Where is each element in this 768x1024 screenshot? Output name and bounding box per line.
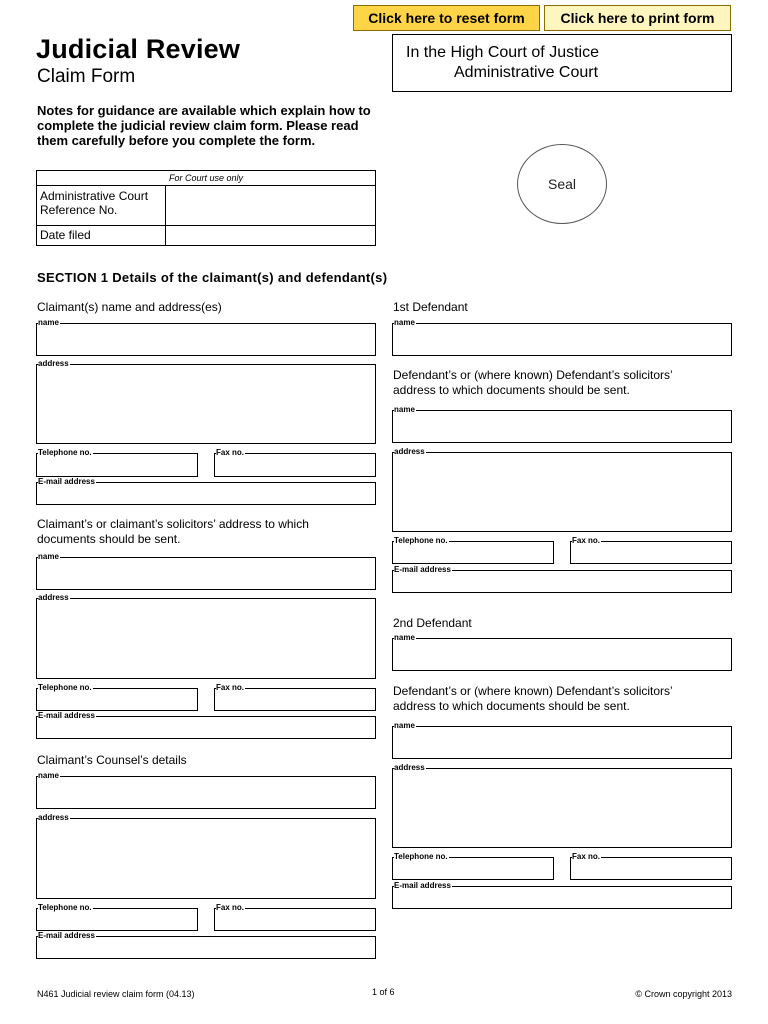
page-number: 1 of 6 <box>372 987 395 997</box>
field-label: Fax no. <box>216 683 245 692</box>
reset-form-button[interactable]: Click here to reset form <box>353 5 540 31</box>
field-label: Telephone no. <box>38 448 92 457</box>
defendant2-name-field[interactable] <box>392 638 732 671</box>
counsel-name-field[interactable] <box>36 776 376 809</box>
field-label: address <box>394 447 425 456</box>
field-label: Telephone no. <box>394 536 448 545</box>
defendant2-solicitor-heading: Defendant’s or (where known) Defendant’s solicitors’ address to which documents should be sent. <box>393 684 673 713</box>
field-label: E-mail address <box>38 477 95 486</box>
field-label: address <box>394 763 425 772</box>
field-label: name <box>394 633 415 642</box>
field-label: name <box>394 318 415 327</box>
field-label: E-mail address <box>394 881 451 890</box>
defendant1-name-field[interactable] <box>392 323 732 356</box>
page-title: Judicial Review <box>36 34 241 64</box>
field-label: name <box>38 318 59 327</box>
claimant-solicitor-address-field[interactable] <box>36 598 376 679</box>
court-use-table <box>36 170 376 246</box>
defendant2-solicitor-address-field[interactable] <box>392 768 732 848</box>
defendant2-solicitor-name-field[interactable] <box>392 726 732 759</box>
guidance-notes: Notes for guidance are available which explain how to complete the judicial review claim form. Please read them carefully before you complete the form. <box>37 103 371 148</box>
defendant1-heading: 1st Defendant <box>393 300 468 314</box>
form-id: N461 Judicial review claim form (04.13) <box>37 989 195 999</box>
date-filed-label: Date filed <box>37 226 166 246</box>
court-box <box>392 34 732 92</box>
defendant1-solicitor-name-field[interactable] <box>392 410 732 443</box>
section-1-heading: SECTION 1 Details of the claimant(s) and defendant(s) <box>37 270 388 285</box>
field-label: name <box>394 721 415 730</box>
court-use-heading: For Court use only <box>37 171 376 186</box>
field-label: E-mail address <box>38 711 95 720</box>
claimant-name-field[interactable] <box>36 323 376 356</box>
claimant-address-field[interactable] <box>36 364 376 444</box>
defendant1-solicitor-heading: Defendant’s or (where known) Defendant’s solicitors’ address to which documents should be sent. <box>393 368 673 397</box>
field-label: E-mail address <box>394 565 451 574</box>
defendant2-heading: 2nd Defendant <box>393 616 472 630</box>
field-label: Fax no. <box>572 536 601 545</box>
claimant-solicitor-name-field[interactable] <box>36 557 376 590</box>
field-label: Fax no. <box>572 852 601 861</box>
field-label: Fax no. <box>216 903 245 912</box>
reference-label: Administrative Court Reference No. <box>37 186 166 226</box>
defendant1-solicitor-address-field[interactable] <box>392 452 732 532</box>
field-label: Telephone no. <box>38 683 92 692</box>
court-division: Administrative Court <box>454 64 599 81</box>
claimant-counsel-heading: Claimant’s Counsel’s details <box>37 753 187 767</box>
counsel-address-field[interactable] <box>36 818 376 899</box>
field-label: E-mail address <box>38 931 95 940</box>
seal-circle <box>517 144 607 224</box>
field-label: Fax no. <box>216 448 245 457</box>
field-label: Telephone no. <box>38 903 92 912</box>
field-label: name <box>38 771 59 780</box>
field-label: name <box>38 552 59 561</box>
field-label: address <box>38 593 69 602</box>
court-name: In the High Court of Justice <box>406 44 599 61</box>
claimant-solicitor-heading: Claimant’s or claimant’s solicitors’ address to which documents should be sent. <box>37 517 309 546</box>
page-subtitle: Claim Form <box>37 66 136 87</box>
field-label: Telephone no. <box>394 852 448 861</box>
copyright: © Crown copyright 2013 <box>635 989 732 999</box>
date-filed-field[interactable] <box>166 226 376 246</box>
claimant-heading: Claimant(s) name and address(es) <box>37 300 222 314</box>
reference-field[interactable] <box>166 186 376 226</box>
field-label: name <box>394 405 415 414</box>
field-label: address <box>38 359 69 368</box>
field-label: address <box>38 813 69 822</box>
print-form-button[interactable]: Click here to print form <box>544 5 731 31</box>
seal-label: Seal <box>547 176 577 192</box>
